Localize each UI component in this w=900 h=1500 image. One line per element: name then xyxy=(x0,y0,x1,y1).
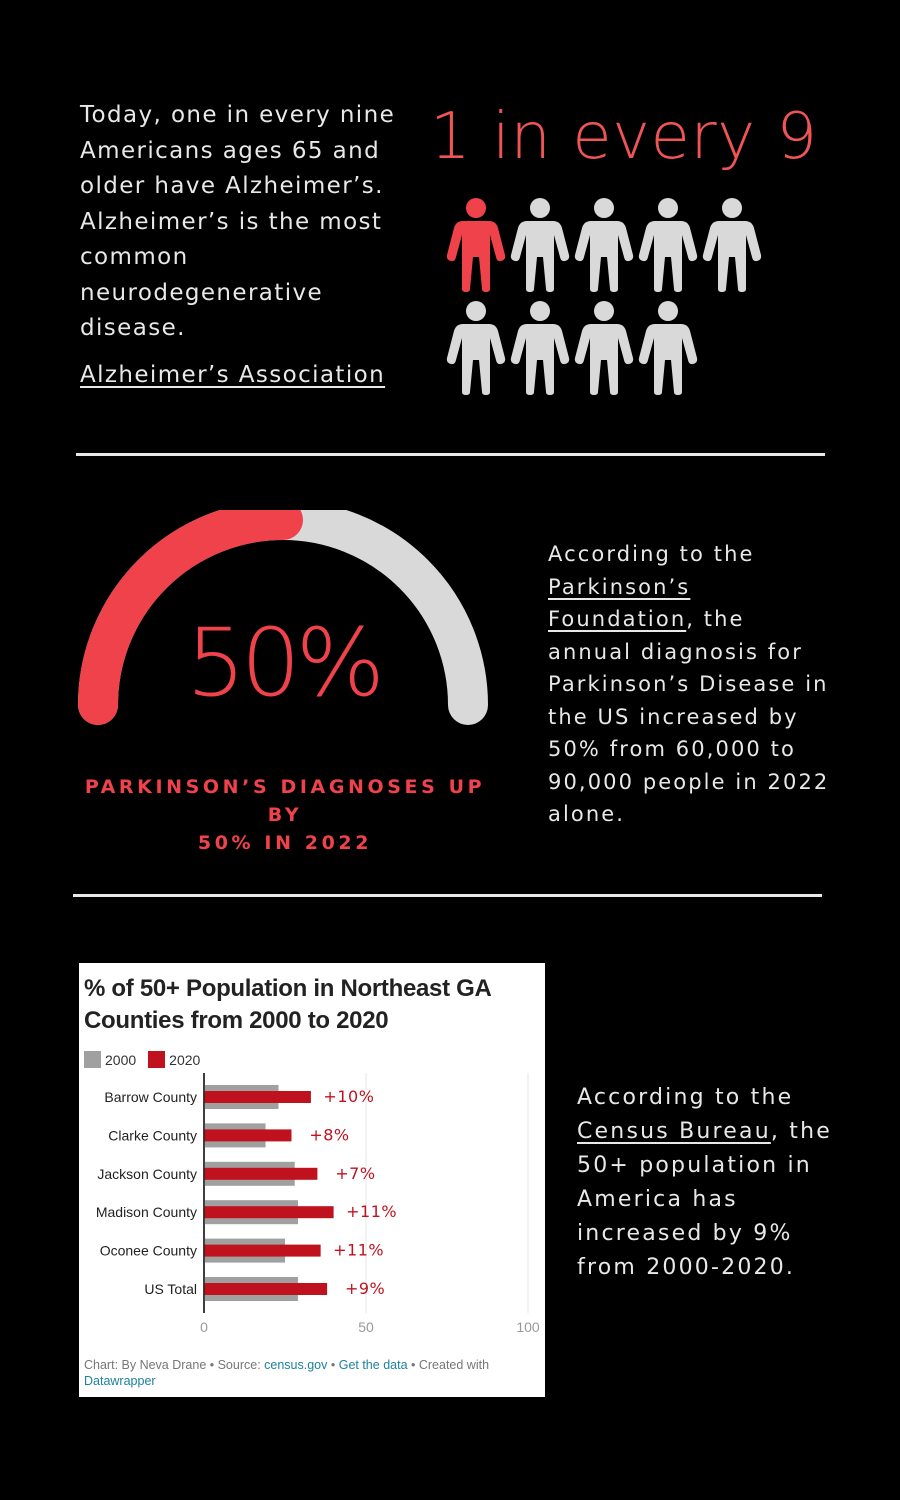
pk-text-after-link: , the xyxy=(686,607,745,631)
parkinsons-text xyxy=(548,538,848,831)
chart-footer xyxy=(84,1357,539,1389)
bar-2020 xyxy=(204,1129,291,1141)
person-icon-highlighted xyxy=(446,197,506,292)
chart-title-line1: % of 50+ Population in Northeast GA xyxy=(84,975,492,1002)
pk-text-line: According to the xyxy=(548,542,755,566)
bar-2020 xyxy=(204,1283,327,1295)
person-icon xyxy=(638,197,698,292)
category-label: Jackson County xyxy=(97,1165,197,1182)
pk-text-line: the US increased by xyxy=(548,704,799,729)
census-text-line: America has xyxy=(577,1187,738,1212)
person-icon xyxy=(446,300,506,395)
section-divider-1 xyxy=(76,453,825,456)
census-text-line: increased by 9% xyxy=(577,1221,793,1246)
change-annotation: +11% xyxy=(333,1240,385,1260)
legend-swatch-2000 xyxy=(84,1051,101,1068)
parkinsons-gauge xyxy=(70,510,500,740)
alzheimers-text xyxy=(80,98,415,347)
x-tick-label: 100 xyxy=(516,1319,540,1335)
chart-legend xyxy=(84,1051,212,1068)
legend-2020 xyxy=(148,1051,200,1068)
legend-label-2020: 2020 xyxy=(169,1051,201,1068)
alzheimers-association-link[interactable]: Alzheimer’s Association xyxy=(80,362,386,388)
person-icon xyxy=(510,197,570,292)
parkinsons-foundation-link-part2[interactable]: Foundation xyxy=(548,607,687,631)
alzheimers-text-line: Alzheimer’s is the most xyxy=(80,208,383,235)
alzheimers-text-line: Today, one in every nine xyxy=(80,102,396,128)
gauge-value-label: 50% xyxy=(186,609,380,718)
legend-label-2000: 2000 xyxy=(105,1051,137,1068)
one-in-nine-heading: 1 in every 9 xyxy=(430,100,818,174)
get-the-data-link[interactable]: Get the data xyxy=(338,1358,408,1372)
category-label: US Total xyxy=(144,1281,197,1297)
category-label: Barrow County xyxy=(104,1089,197,1105)
legend-swatch-2020 xyxy=(148,1051,165,1068)
alzheimers-text-line: common xyxy=(80,244,189,270)
census-text xyxy=(577,1081,877,1285)
category-label: Madison County xyxy=(95,1204,197,1221)
person-icon xyxy=(638,300,698,395)
section-divider-2 xyxy=(73,894,822,897)
x-tick-label: 0 xyxy=(200,1319,208,1335)
alzheimers-text-line: older have Alzheimer’s. xyxy=(80,173,384,199)
census-bureau-link[interactable]: Census Bureau xyxy=(577,1119,771,1144)
bar-chart-svg xyxy=(79,1073,545,1353)
alzheimers-text-line: Americans ages 65 and xyxy=(80,137,381,164)
change-annotation: +7% xyxy=(335,1163,376,1183)
pk-text-line: Parkinson’s Disease in xyxy=(548,672,829,696)
census-text-line: According to the xyxy=(577,1085,794,1110)
pk-text-line: 50% from 60,000 to xyxy=(548,737,796,761)
chart-title xyxy=(84,973,539,1037)
census-text-line: 50+ population in xyxy=(577,1153,812,1178)
census-text-after-link: , the xyxy=(770,1119,832,1144)
datawrapper-link[interactable]: Datawrapper xyxy=(84,1374,156,1388)
pk-text-line: annual diagnosis for xyxy=(548,639,803,664)
x-tick-label: 50 xyxy=(358,1319,374,1335)
person-icon xyxy=(702,197,762,292)
pk-text-line: 90,000 people in 2022 xyxy=(548,769,830,794)
alzheimers-text-line: neurodegenerative xyxy=(80,279,324,306)
census-gov-link[interactable]: census.gov xyxy=(264,1358,328,1372)
change-annotation: +11% xyxy=(346,1202,398,1222)
chart-title-line2: Counties from 2000 to 2020 xyxy=(84,1007,389,1034)
person-icon xyxy=(574,300,634,395)
census-text-line: from 2000-2020. xyxy=(577,1255,796,1280)
footer-sep: • xyxy=(327,1358,339,1372)
parkinsons-foundation-link-part1[interactable]: Parkinson’s xyxy=(548,574,691,599)
change-annotation: +8% xyxy=(309,1125,350,1145)
footer-created: • Created with xyxy=(407,1358,490,1372)
bar-2020 xyxy=(204,1168,317,1180)
pk-text-line: alone. xyxy=(548,802,626,826)
person-icon xyxy=(510,300,570,395)
person-icon xyxy=(574,197,634,292)
category-label: Oconee County xyxy=(99,1242,197,1259)
population-chart-card xyxy=(79,963,545,1397)
change-annotation: +9% xyxy=(344,1279,386,1298)
bar-2020 xyxy=(204,1245,321,1257)
bar-2020 xyxy=(204,1091,311,1103)
footer-prefix: Chart: By Neva Drane • Source: xyxy=(84,1358,265,1372)
parkinsons-caption-line1: PARKINSON’S DIAGNOSES UP BY xyxy=(84,776,486,826)
change-annotation: +10% xyxy=(323,1087,375,1106)
category-label: Clarke County xyxy=(108,1127,197,1144)
bar-2020 xyxy=(204,1206,334,1218)
legend-2000 xyxy=(84,1051,136,1068)
parkinsons-caption-line2: 50% IN 2022 xyxy=(197,832,373,854)
parkinsons-caption xyxy=(70,773,500,857)
alzheimers-text-line: disease. xyxy=(80,315,186,341)
